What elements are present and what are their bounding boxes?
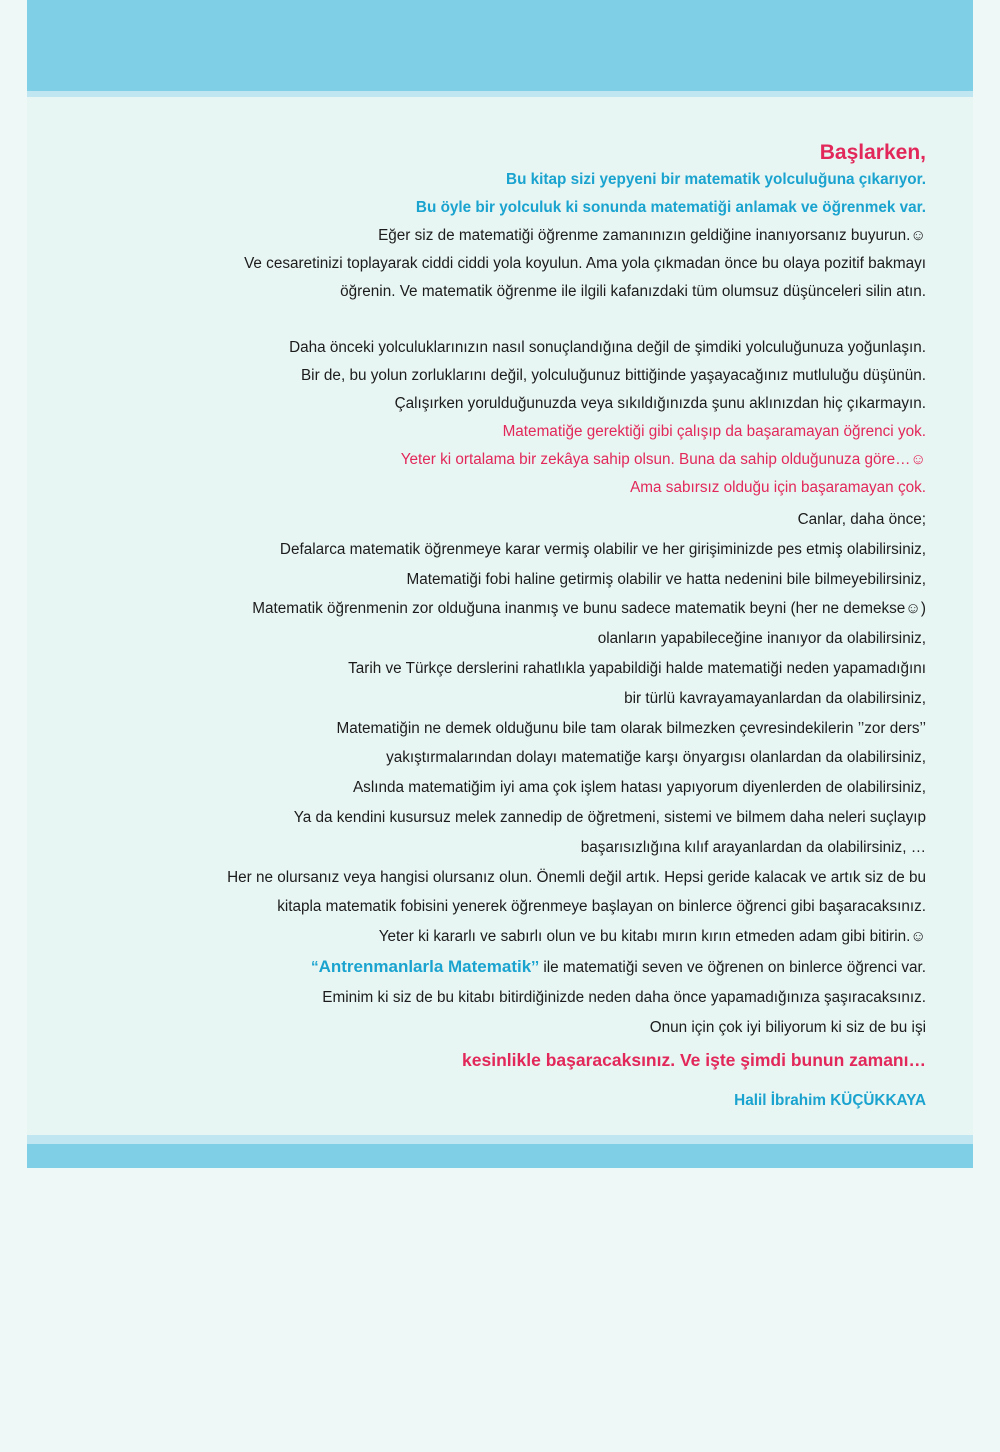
text-line: kitapla matematik fobisini yenerek öğrenmeye başlayan on binlerce öğrenci gibi başaracaksınız. <box>277 898 926 916</box>
preface-content <box>90 140 926 1116</box>
bottom-band <box>27 1144 973 1168</box>
text-line: Canlar, daha önce; <box>797 511 926 528</box>
bottom-band-line <box>27 1135 973 1144</box>
emphasis-line: Yeter ki ortalama bir zekâya sahip olsun. Buna da sahip olduğunuza göre…☺ <box>400 451 926 468</box>
text-line: Ve cesaretinizi toplayarak ciddi ciddi yola koyulun. Ama yola çıkmadan önce bu olaya pozitif bakmayı <box>244 255 926 272</box>
text-line: olanların yapabileceğine inanıyor da olabilirsiniz, <box>597 630 926 648</box>
emphasis-line: Ama sabırsız olduğu için başaramayan çok. <box>630 479 926 496</box>
text-line: Matematiği fobi haline getirmiş olabilir ve hatta nedenini bile bilmeyebilirsiniz, <box>406 570 926 588</box>
text-line: başarısızlığına kılıf arayanlardan da olabilirsiniz, … <box>580 838 926 856</box>
book-line <box>90 952 926 983</box>
text-line: Matematiğin ne demek olduğunu bile tam olarak bilmezken çevresindekilerin ’’zor ders’’ <box>336 719 926 737</box>
text-line: Bir de, bu yolun zorluklarını değil, yolculuğunuz bittiğinde yaşayacağınız mutluluğu düşünün. <box>300 367 926 384</box>
author-name: Halil İbrahim KÜÇÜKKAYA <box>734 1092 926 1110</box>
text-line: öğrenin. Ve matematik öğrenme ile ilgili kafanızdaki tüm olumsuz düşünceleri silin atın. <box>340 283 926 300</box>
paragraph-gap <box>90 306 926 334</box>
closing-line: kesinlikle başaracaksınız. Ve işte şimdi bunun zamanı… <box>462 1050 926 1071</box>
book-title: Antrenmanlarla Matematik <box>318 956 532 976</box>
text-line: Eğer siz de matematiği öğrenme zamanınızın geldiğine inanıyorsanız buyurun.☺ <box>378 227 926 244</box>
quote-close: ’’ <box>531 958 540 976</box>
intro-line: Bu kitap sizi yepyeni bir matematik yolculuğuna çıkarıyor. <box>506 171 926 188</box>
text-line: Çalışırken yorulduğunuzda veya sıkıldığınızda şunu aklınızdan hiç çıkarmayın. <box>394 395 926 412</box>
emphasis-line: Matematiğe gerektiği gibi çalışıp da başaramayan öğrenci yok. <box>502 423 926 440</box>
text-line: bir türlü kavrayamayanlardan da olabilirsiniz, <box>624 689 926 707</box>
text-line: Yeter ki kararlı ve sabırlı olun ve bu kitabı mırın kırın etmeden adam gibi bitirin.☺ <box>378 928 926 946</box>
text-line: Aslında matematiğim iyi ama çok işlem hatası yapıyorum diyenlerden de olabilirsiniz, <box>352 779 926 797</box>
text-line: yakıştırmalarından dolayı matematiğe karşı önyargısı olanlardan da olabilirsiniz, <box>386 749 926 767</box>
text-line: Defalarca matematik öğrenmeye karar vermiş olabilir ve her girişiminizde pes etmiş olabilirsiniz, <box>279 540 926 558</box>
quote-open: “ <box>310 958 319 976</box>
top-band <box>27 0 973 91</box>
text-line: Daha önceki yolculuklarınızın nasıl sonuçlandığına değil de şimdiki yolculuğunuza yoğunlaşın. <box>289 339 926 356</box>
text-line: Onun için çok iyi biliyorum ki siz de bu işi <box>649 1018 926 1036</box>
text-line: Matematik öğrenmenin zor olduğuna inanmış ve bunu sadece matematik beyni (her ne demekse☺) <box>252 600 926 618</box>
top-band-line <box>27 91 973 97</box>
text-line: Ya da kendini kusursuz melek zannedip de öğretmeni, sistemi ve bilmem daha neleri suçlayıp <box>293 808 926 826</box>
preface-title: Başlarken, <box>819 141 926 164</box>
text-line: Tarih ve Türkçe derslerini rahatlıkla yapabildiği halde matematiği neden yapamadığını <box>348 659 926 677</box>
book-line-text: ile matematiği seven ve öğrenen on binlerce öğrenci var. <box>539 958 926 976</box>
text-line: Eminim ki siz de bu kitabı bitirdiğinizde neden daha önce yapamadığınıza şaşıracaksınız. <box>322 988 926 1006</box>
intro-line: Bu öyle bir yolculuk ki sonunda matematiği anlamak ve öğrenmek var. <box>415 199 926 216</box>
text-line: Her ne olursanız veya hangisi olursanız olun. Önemli değil artık. Hepsi geride kalacak ve artık siz de bu <box>227 868 926 886</box>
